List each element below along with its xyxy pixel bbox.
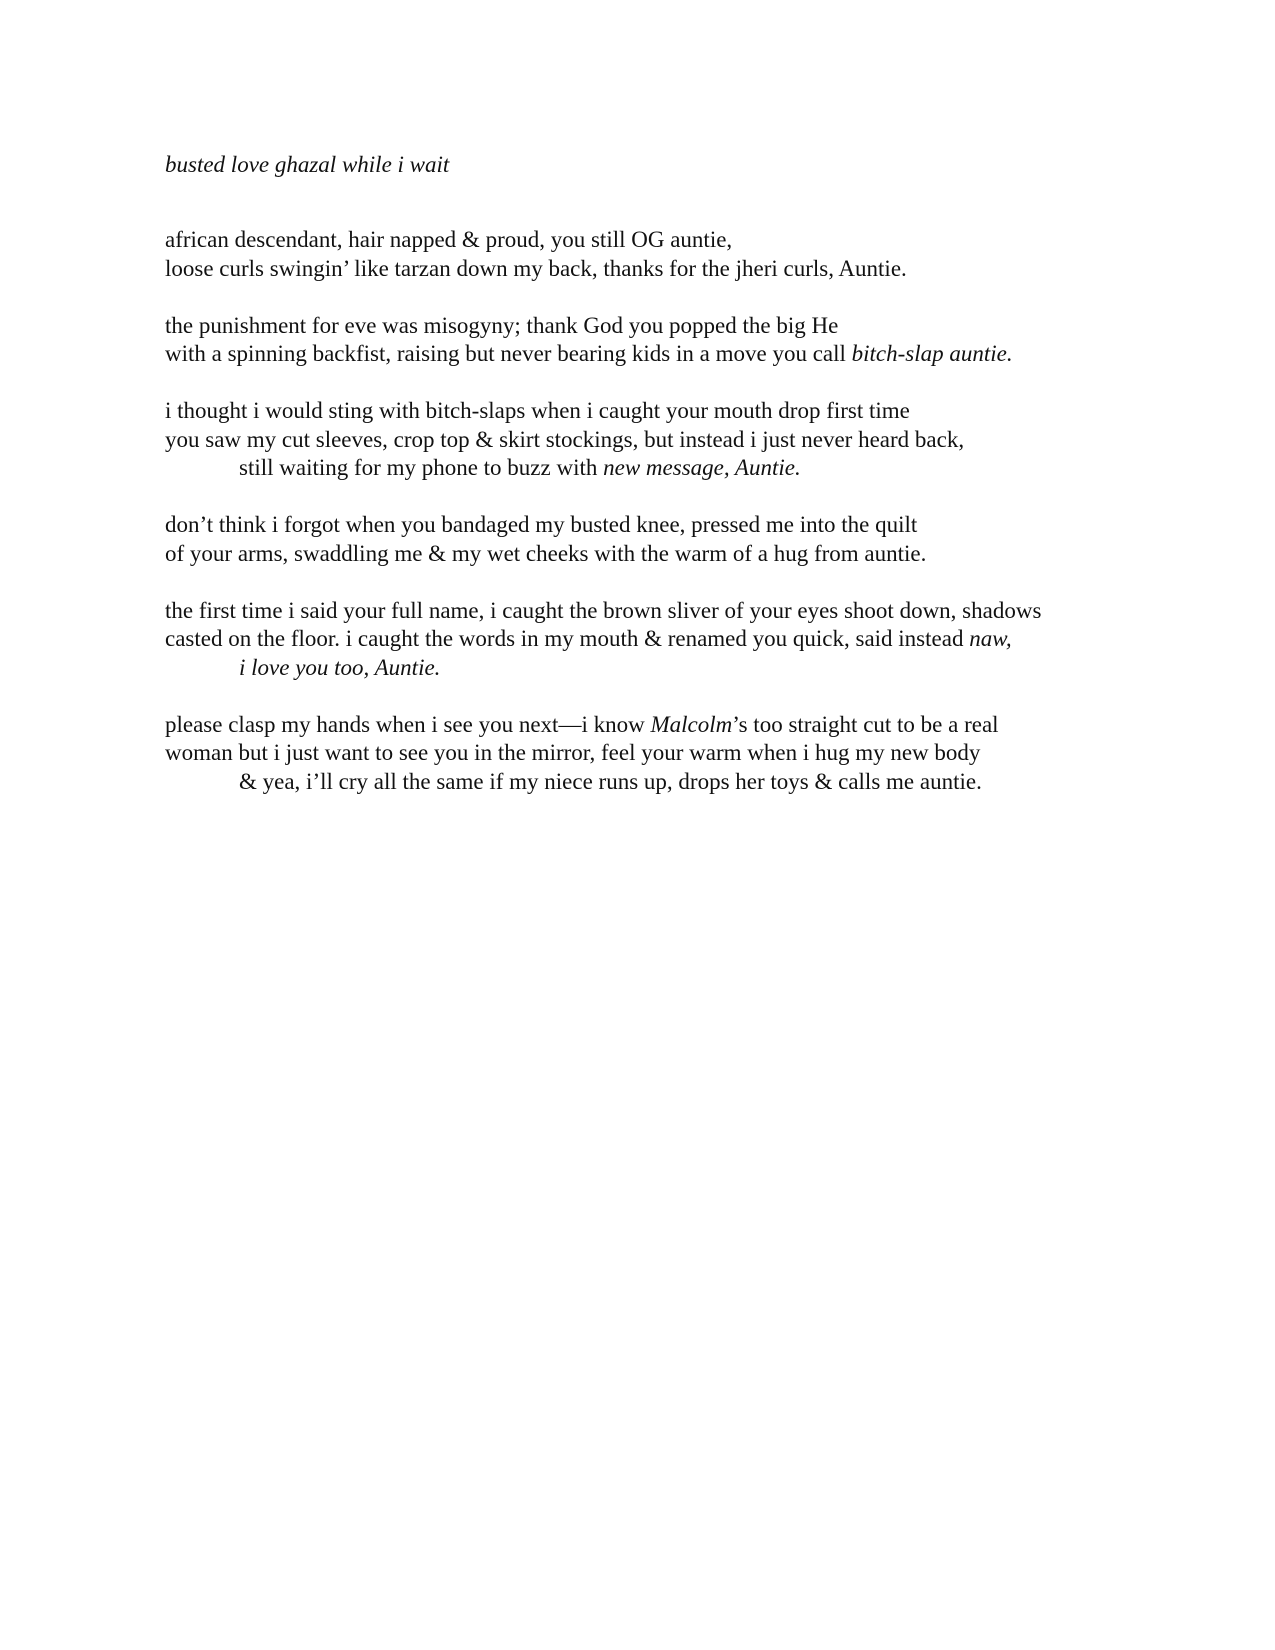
poem-line xyxy=(165,312,1225,341)
poem-line xyxy=(165,654,1225,683)
stanza xyxy=(165,397,1225,483)
poem-line xyxy=(165,454,1225,483)
poem-line xyxy=(165,397,1225,426)
line-text: the first time i said your full name, i caught the brown sliver of your eyes shoot down, shadows xyxy=(165,597,1042,623)
stanza xyxy=(165,226,1225,283)
poem-line xyxy=(165,625,1225,654)
poem-line xyxy=(165,739,1225,768)
line-text: & yea, i’ll cry all the same if my niece runs up, drops her toys & calls me auntie. xyxy=(239,768,982,794)
line-text: still waiting for my phone to buzz with xyxy=(239,455,604,480)
italic-text: naw, xyxy=(969,626,1012,651)
poem-line xyxy=(165,768,1225,797)
line-text: with a spinning backfist, raising but never bearing kids in a move you call xyxy=(165,341,852,366)
line-text: the punishment for eve was misogyny; thank God you popped the big He xyxy=(165,312,839,338)
stanza xyxy=(165,597,1225,683)
poem-line xyxy=(165,426,1225,455)
poem-line xyxy=(165,540,1225,569)
italic-text: bitch-slap auntie. xyxy=(851,341,1013,366)
line-text: don’t think i forgot when you bandaged my busted knee, pressed me into the quilt xyxy=(165,512,918,537)
poem-line xyxy=(165,340,1225,369)
poem-body xyxy=(165,226,1225,825)
poem-line xyxy=(165,511,1225,540)
line-text: you saw my cut sleeves, crop top & skirt stockings, but instead i just never heard back, xyxy=(165,426,965,452)
line-text: ’s too straight cut to be a real xyxy=(732,711,999,737)
poem-line xyxy=(165,226,1225,255)
line-text: loose curls swingin’ like tarzan down my back, thanks for the jheri curls, Auntie. xyxy=(165,255,907,281)
poem-line xyxy=(165,597,1225,626)
poem-line xyxy=(165,255,1225,284)
poem-line xyxy=(165,711,1225,740)
stanza xyxy=(165,511,1225,568)
italic-text: new message, Auntie. xyxy=(603,455,801,480)
line-text: please clasp my hands when i see you next—i know xyxy=(165,711,651,737)
poem-title: busted love ghazal while i wait xyxy=(165,152,450,177)
italic-text: i love you too, Auntie. xyxy=(239,654,441,680)
line-text: of your arms, swaddling me & my wet cheeks with the warm of a hug from auntie. xyxy=(165,540,927,566)
line-text: casted on the floor. i caught the words in my mouth & renamed you quick, said instead xyxy=(165,626,970,651)
line-text: woman but i just want to see you in the mirror, feel your warm when i hug my new body xyxy=(165,740,981,765)
stanza xyxy=(165,312,1225,369)
line-text: i thought i would sting with bitch-slaps when i caught your mouth drop first time xyxy=(165,398,910,423)
line-text: african descendant, hair napped & proud, you still OG auntie, xyxy=(165,227,733,252)
italic-text: Malcolm xyxy=(650,711,733,737)
stanza xyxy=(165,711,1225,797)
